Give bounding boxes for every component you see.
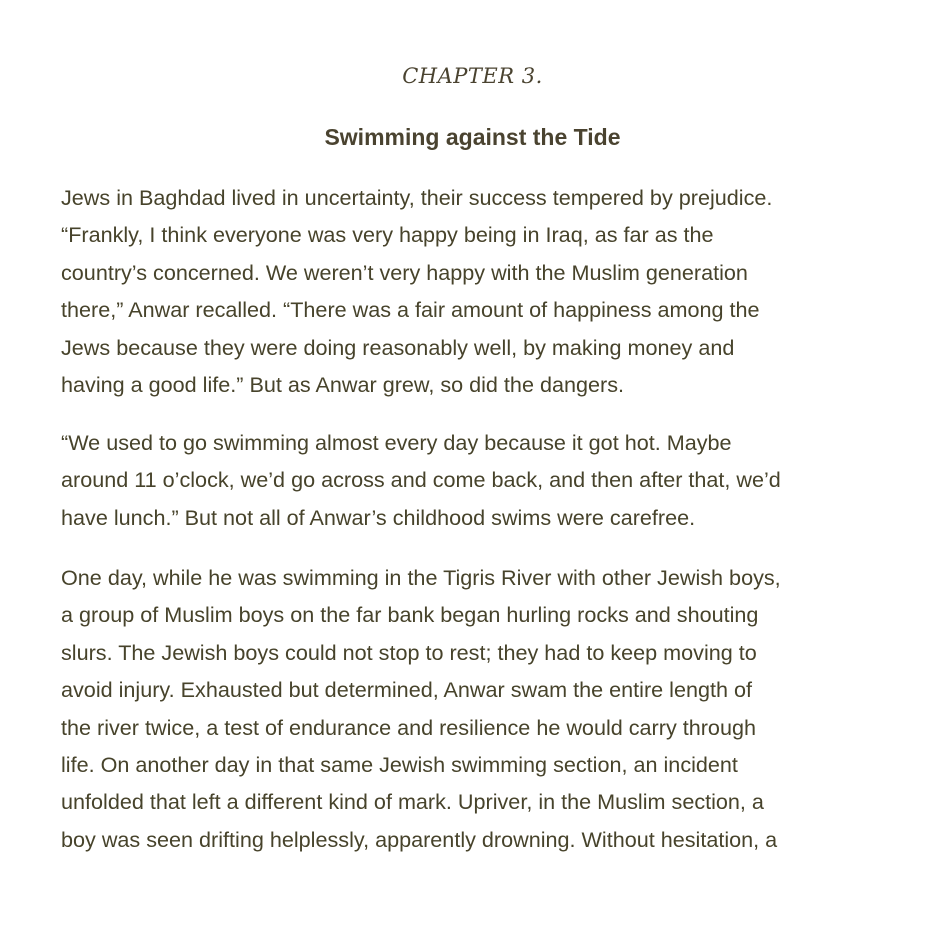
chapter-title: Swimming against the Tide	[324, 124, 621, 150]
text-line: having a good life.” But as Anwar grew, so did the dangers.	[61, 372, 624, 398]
paragraph-3	[61, 559, 891, 858]
text-line: unfolded that left a different kind of mark. Upriver, in the Muslim section, a	[61, 789, 764, 815]
paragraph-1	[61, 179, 891, 403]
text-line: Jews in Baghdad lived in uncertainty, their success tempered by prejudice.	[61, 185, 773, 210]
text-line: the river twice, a test of endurance and resilience he would carry through	[61, 714, 756, 740]
text-line: there,” Anwar recalled. “There was a fair amount of happiness among the	[61, 297, 760, 323]
text-line: country’s concerned. We weren’t very happy with the Muslim generation	[61, 259, 748, 285]
text-line: One day, while he was swimming in the Tigris River with other Jewish boys,	[61, 565, 781, 590]
text-line: around 11 o’clock, we’d go across and come back, and then after that, we’d	[61, 467, 781, 493]
paragraph-2	[61, 424, 891, 536]
text-line: Jews because they were doing reasonably well, by making money and	[61, 334, 735, 360]
text-line: “We used to go swimming almost every day because it got hot. Maybe	[61, 430, 732, 455]
text-line: boy was seen drifting helplessly, apparently drowning. Without hesitation, a	[61, 826, 778, 852]
text-line: avoid injury. Exhausted but determined, Anwar swam the entire length of	[61, 677, 752, 703]
text-line: slurs. The Jewish boys could not stop to rest; they had to keep moving to	[61, 639, 757, 665]
text-line: have lunch.” But not all of Anwar’s childhood swims were carefree.	[61, 504, 696, 530]
chapter-label: CHAPTER 3.	[402, 64, 543, 88]
text-line: life. On another day in that same Jewish swimming section, an incident	[61, 752, 738, 778]
text-line: “Frankly, I think everyone was very happy being in Iraq, as far as the	[61, 222, 714, 248]
text-line: a group of Muslim boys on the far bank began hurling rocks and shouting	[61, 602, 759, 628]
